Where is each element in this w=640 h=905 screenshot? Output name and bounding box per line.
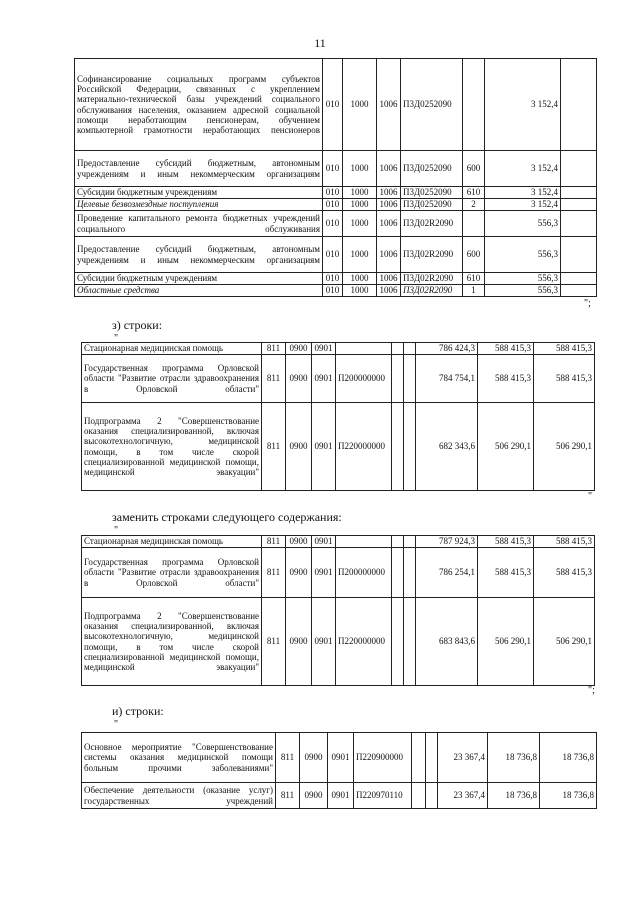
row-name: Проведение капитального ремонта бюджетных учреждений социального обслуживания	[75, 211, 323, 237]
cell-subsection: 1006	[377, 285, 401, 297]
table-row	[75, 59, 597, 151]
cell-type	[392, 598, 404, 686]
cell-amount-2: 18 736,8	[488, 783, 540, 809]
cell-target: П3Д02R2090	[401, 237, 463, 273]
cell-subsection: 0901	[328, 783, 354, 809]
cell-section: 1000	[343, 151, 377, 187]
cell-amount-3: 506 290,1	[534, 598, 595, 686]
cell-subsection: 1006	[377, 237, 401, 273]
cell-amount-3: 588 415,3	[534, 355, 595, 403]
cell-empty	[561, 59, 597, 151]
cell-type	[392, 403, 404, 491]
close-quote-mark: "	[588, 491, 593, 502]
table-row	[82, 355, 595, 403]
cell-amount-1: 23 367,4	[438, 733, 488, 783]
table-row	[82, 548, 595, 598]
cell-amount-3: 506 290,1	[534, 403, 595, 491]
cell-amount-1: 784 754,1	[416, 355, 478, 403]
cell-empty	[404, 355, 416, 403]
cell-section: 0900	[286, 536, 312, 548]
cell-ved: 010	[323, 285, 343, 297]
cell-subsection: 0901	[312, 536, 336, 548]
cell-ved: 811	[276, 733, 300, 783]
row-name: Стационарная медицинская помощь	[82, 536, 262, 548]
row-name: Целевые безвозмездные поступления	[75, 199, 323, 211]
cell-ved: 811	[262, 536, 286, 548]
section-heading-z: з) строки:	[112, 318, 163, 332]
cell-type	[392, 536, 404, 548]
budget-table-i	[81, 732, 597, 809]
table-row	[82, 733, 597, 783]
table-row	[75, 237, 597, 273]
section-heading-replace: заменить строками следующего содержания:	[112, 510, 342, 524]
cell-amount-3: 588 415,3	[534, 343, 595, 355]
table-row	[75, 285, 597, 297]
cell-section: 0900	[286, 548, 312, 598]
cell-subsection: 0901	[312, 355, 336, 403]
cell-amount-2: 588 415,3	[478, 343, 534, 355]
cell-amount-3: 18 736,8	[540, 733, 597, 783]
cell-type	[463, 211, 485, 237]
table-row	[82, 783, 597, 809]
cell-amount-2: 588 415,3	[478, 548, 534, 598]
cell-ved: 811	[276, 783, 300, 809]
cell-ved: 811	[262, 355, 286, 403]
row-name: Областные средства	[75, 285, 323, 297]
cell-type: 600	[463, 237, 485, 273]
cell-type	[412, 733, 426, 783]
cell-amount: 3 152,4	[485, 199, 561, 211]
cell-type: 2	[463, 199, 485, 211]
cell-ved: 811	[262, 343, 286, 355]
cell-section: 0900	[300, 783, 328, 809]
cell-target: П3Д02R2090	[401, 211, 463, 237]
table-row	[75, 211, 597, 237]
cell-empty	[561, 199, 597, 211]
cell-amount: 3 152,4	[485, 151, 561, 187]
row-name: Предоставление субсидий бюджетным, автономным учреждениям и иным некоммерческим организациям	[75, 237, 323, 273]
cell-type	[412, 783, 426, 809]
section-heading-i: и) строки:	[112, 704, 164, 718]
cell-ved: 010	[323, 187, 343, 199]
cell-section: 0900	[286, 598, 312, 686]
cell-ved: 811	[262, 598, 286, 686]
cell-type: 1	[463, 285, 485, 297]
row-name: Подпрограмма 2 "Совершенствование оказания специализированной, включая высокотехнологичную, медицинской помощи, в том числе скорой специализированной медицинской помощи, медицинской эвакуации"	[82, 598, 262, 686]
row-name: Субсидии бюджетным учреждениям	[75, 273, 323, 285]
cell-section: 0900	[286, 403, 312, 491]
cell-ved: 010	[323, 211, 343, 237]
row-name: Государственная программа Орловской области "Развитие отрасли здравоохранения в Орловской области"	[82, 355, 262, 403]
cell-amount-1: 786 424,3	[416, 343, 478, 355]
cell-target: П220970110	[354, 783, 412, 809]
cell-empty	[404, 548, 416, 598]
table-row	[75, 199, 597, 211]
cell-target: П3Д0252090	[401, 187, 463, 199]
cell-empty	[404, 598, 416, 686]
cell-empty	[561, 211, 597, 237]
cell-section: 1000	[343, 199, 377, 211]
cell-subsection: 1006	[377, 187, 401, 199]
cell-target: П220000000	[336, 598, 392, 686]
cell-subsection: 0901	[328, 733, 354, 783]
row-name: Стационарная медицинская помощь	[82, 343, 262, 355]
cell-section: 1000	[343, 285, 377, 297]
cell-empty	[561, 273, 597, 285]
cell-amount-1: 786 254,1	[416, 548, 478, 598]
cell-section: 0900	[300, 733, 328, 783]
cell-amount: 556,3	[485, 237, 561, 273]
page-number: 11	[314, 36, 326, 50]
cell-ved: 811	[262, 403, 286, 491]
close-quote-mark: ";	[588, 685, 595, 696]
cell-section: 1000	[343, 187, 377, 199]
cell-type	[392, 343, 404, 355]
cell-target: П200000000	[336, 355, 392, 403]
cell-target: П3Д0252090	[401, 59, 463, 151]
cell-type	[463, 59, 485, 151]
cell-subsection: 0901	[312, 598, 336, 686]
cell-target	[336, 343, 392, 355]
budget-table-z	[81, 342, 595, 491]
cell-ved: 010	[323, 151, 343, 187]
open-quote-mark: "	[114, 525, 119, 536]
cell-amount-2: 588 415,3	[478, 536, 534, 548]
cell-amount-2: 506 290,1	[478, 403, 534, 491]
cell-amount-3: 18 736,8	[540, 783, 597, 809]
cell-type: 610	[463, 273, 485, 285]
budget-table-1	[74, 58, 597, 297]
cell-type: 610	[463, 187, 485, 199]
table-row	[82, 343, 595, 355]
cell-target: П3Д0252090	[401, 199, 463, 211]
cell-ved: 010	[323, 237, 343, 273]
cell-amount-1: 682 343,6	[416, 403, 478, 491]
row-name: Субсидии бюджетным учреждениям	[75, 187, 323, 199]
close-quote-mark: ";	[584, 298, 591, 309]
cell-section: 0900	[286, 343, 312, 355]
row-name: Подпрограмма 2 "Совершенствование оказания специализированной, включая высокотехнологичную, медицинской помощи, в том числе скорой специализированной медицинской помощи, медицинской эвакуации"	[82, 403, 262, 491]
cell-amount-2: 506 290,1	[478, 598, 534, 686]
cell-target: П200000000	[336, 548, 392, 598]
cell-target: П3Д0252090	[401, 151, 463, 187]
cell-empty	[404, 536, 416, 548]
cell-subsection: 1006	[377, 211, 401, 237]
table-row	[75, 151, 597, 187]
open-quote-mark: "	[114, 333, 119, 344]
cell-section: 1000	[343, 59, 377, 151]
row-name: Предоставление субсидий бюджетным, автономным учреждениям и иным некоммерческим организациям	[75, 151, 323, 187]
cell-type	[392, 355, 404, 403]
cell-ved: 010	[323, 273, 343, 285]
table-row	[82, 403, 595, 491]
cell-amount: 556,3	[485, 211, 561, 237]
cell-target: П220000000	[336, 403, 392, 491]
cell-ved: 811	[262, 548, 286, 598]
cell-subsection: 1006	[377, 151, 401, 187]
row-name: Софинансирование социальных программ субъектов Российской Федерации, связанных с укреплением материально-технической базы учреждений социального обслуживания населения, оказанием адресной социальной помощи неработающим пенсионерам, обучением компьютерной грамотности неработающих пенсионеров	[75, 59, 323, 151]
cell-amount-2: 18 736,8	[488, 733, 540, 783]
cell-subsection: 1006	[377, 59, 401, 151]
cell-empty	[561, 285, 597, 297]
cell-amount-3: 588 415,3	[534, 536, 595, 548]
cell-section: 0900	[286, 355, 312, 403]
cell-subsection: 0901	[312, 403, 336, 491]
cell-amount-1: 683 843,6	[416, 598, 478, 686]
cell-subsection: 0901	[312, 343, 336, 355]
cell-amount: 556,3	[485, 285, 561, 297]
cell-target	[336, 536, 392, 548]
cell-subsection: 0901	[312, 548, 336, 598]
cell-type	[392, 548, 404, 598]
table-row	[82, 598, 595, 686]
cell-amount-3: 588 415,3	[534, 548, 595, 598]
cell-subsection: 1006	[377, 273, 401, 285]
row-name: Обеспечение деятельности (оказание услуг) государственных учреждений	[82, 783, 276, 809]
table-row	[75, 273, 597, 285]
row-name: Основное мероприятие "Совершенствование системы оказания медицинской помощи больным прочими заболеваниями"	[82, 733, 276, 783]
cell-target: П3Д02R2090	[401, 285, 463, 297]
cell-amount: 3 152,4	[485, 187, 561, 199]
cell-section: 1000	[343, 273, 377, 285]
cell-amount-1: 787 924,3	[416, 536, 478, 548]
cell-empty	[561, 187, 597, 199]
cell-empty	[561, 237, 597, 273]
cell-ved: 010	[323, 59, 343, 151]
cell-amount-2: 588 415,3	[478, 355, 534, 403]
cell-target: П3Д02R2090	[401, 273, 463, 285]
cell-amount-1: 23 367,4	[438, 783, 488, 809]
cell-amount: 556,3	[485, 273, 561, 285]
cell-section: 1000	[343, 211, 377, 237]
cell-amount: 3 152,4	[485, 59, 561, 151]
cell-empty	[426, 733, 438, 783]
cell-ved: 010	[323, 199, 343, 211]
cell-empty	[404, 343, 416, 355]
table-row	[75, 187, 597, 199]
budget-table-replace	[81, 535, 595, 686]
cell-empty	[561, 151, 597, 187]
cell-target: П220900000	[354, 733, 412, 783]
cell-section: 1000	[343, 237, 377, 273]
open-quote-mark: "	[114, 719, 119, 730]
row-name: Государственная программа Орловской области "Развитие отрасли здравоохранения в Орловской области"	[82, 548, 262, 598]
cell-subsection: 1006	[377, 199, 401, 211]
table-row	[82, 536, 595, 548]
cell-type: 600	[463, 151, 485, 187]
cell-empty	[426, 783, 438, 809]
cell-empty	[404, 403, 416, 491]
